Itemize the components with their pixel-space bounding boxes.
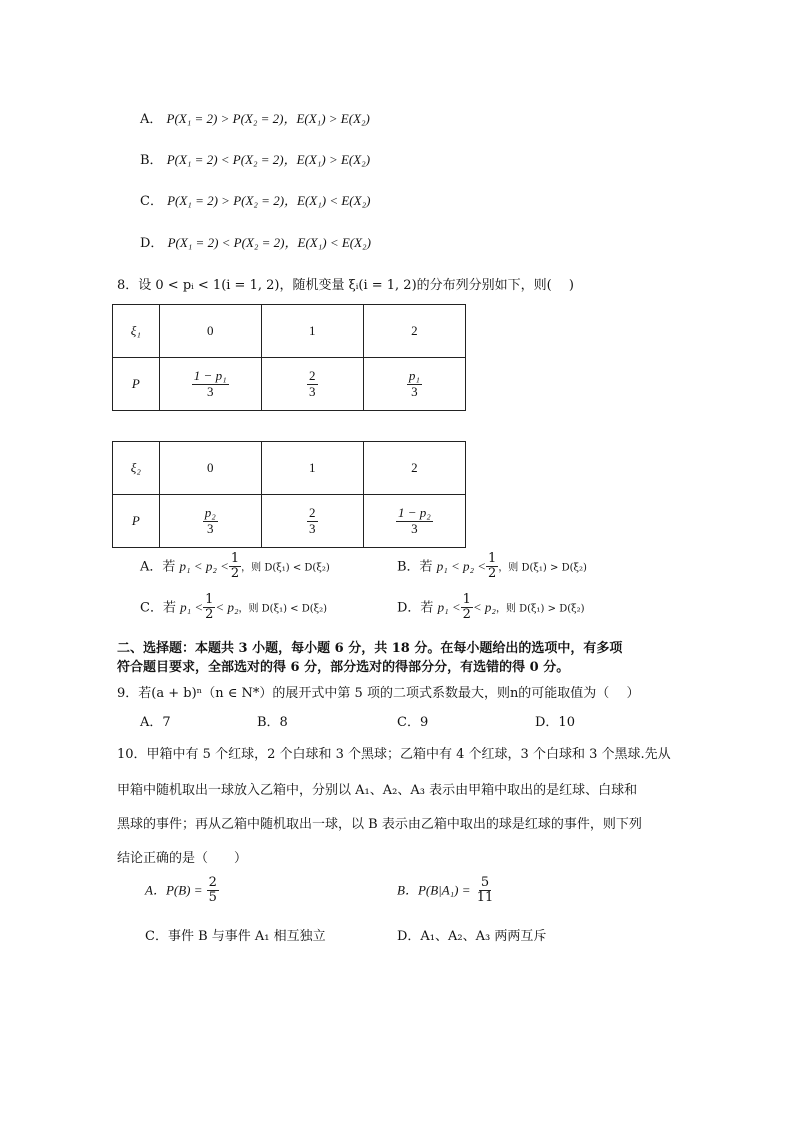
fraction-denominator: 2 <box>462 607 471 623</box>
option-condition: p₁ < p₂ < <box>436 558 487 574</box>
q9-option-b: B．8 <box>257 715 288 730</box>
fraction-denominator: 3 <box>206 520 214 536</box>
option-label: A．若 <box>140 559 180 575</box>
fraction-denominator: 3 <box>309 520 316 536</box>
table-header-cell: 2 <box>363 305 465 358</box>
fraction-numerator: 2 <box>309 505 316 521</box>
q10-option-b <box>397 876 495 906</box>
fraction-numerator: 1 − p₂ <box>398 505 431 521</box>
fraction-denominator: 3 <box>411 383 418 399</box>
table-cell <box>363 358 465 411</box>
q10-option-a <box>145 876 219 906</box>
q7-option-b <box>140 149 370 168</box>
option-text: A．P(B) = <box>145 882 203 898</box>
option-result: ，则 D(ξ₁) > D(ξ₂) <box>495 603 585 615</box>
q9-option-a: A．7 <box>140 715 171 730</box>
fraction-half <box>229 552 241 582</box>
fraction-numerator: 2 <box>309 368 316 384</box>
fraction <box>396 506 433 536</box>
fraction-numerator: 1 <box>205 592 214 607</box>
fraction-numerator: 1 <box>488 551 497 566</box>
fraction-half <box>203 593 215 623</box>
option-condition: p₁ < p₂ < <box>179 558 229 574</box>
q9-stem: 9．若(a + b)ⁿ（n ∈ N*）的展开式中第 5 项的二项式系数最大，则n的可能取值为（ ） <box>117 686 640 701</box>
option-result: ，则 D(ξ₁) > D(ξ₂) <box>498 562 587 574</box>
q10-stem-line-2: 甲箱中随机取出一球放入乙箱中，分别以 A₁、A₂、A₃ 表示由甲箱中取出的是红球、白球和 <box>117 783 638 798</box>
option-text: P(X₁ = 2) > P(X₂ = 2)，E(X₁) < E(X₂) <box>167 193 371 208</box>
fraction-denominator: 5 <box>208 890 217 906</box>
fraction-denominator: 3 <box>206 383 214 399</box>
fraction-half <box>486 552 498 582</box>
fraction-denominator: 3 <box>411 520 418 536</box>
fraction <box>307 369 318 399</box>
option-text: P(X₁ = 2) > P(X₂ = 2)，E(X₁) > E(X₂) <box>166 111 370 126</box>
table-header-cell: 1 <box>261 442 363 495</box>
fraction-numerator: 1 <box>230 551 240 566</box>
option-label: B． <box>140 153 163 168</box>
table-row-label: P <box>113 358 160 411</box>
table-row-label: P <box>113 495 160 548</box>
table-cell <box>261 358 363 411</box>
distribution-table-2 <box>112 441 466 548</box>
table-header-cell: 0 <box>159 305 261 358</box>
table-header-cell: 1 <box>261 305 363 358</box>
distribution-table-1 <box>112 304 466 411</box>
q8-option-a <box>140 552 330 582</box>
table-cell <box>159 358 261 411</box>
fraction-numerator: 5 <box>480 875 490 890</box>
option-condition-post: < p₂ <box>215 599 239 615</box>
option-condition: p₁ < <box>180 599 204 615</box>
q7-option-c <box>140 190 370 209</box>
table-header-cell: 0 <box>159 442 261 495</box>
q7-option-a <box>140 108 370 127</box>
fraction <box>407 369 422 399</box>
option-text: B．P(B|A₁) = <box>397 882 471 898</box>
fraction-denominator: 2 <box>230 566 240 582</box>
option-label: D．若 <box>397 600 438 616</box>
q8-stem: 8．设 0 < pᵢ < 1(i = 1, 2)，随机变量 ξᵢ(i = 1, 2)的分布列分别如下，则( ) <box>117 278 574 293</box>
fraction <box>192 369 229 399</box>
option-text: P(X₁ = 2) < P(X₂ = 2)，E(X₁) > E(X₂) <box>166 152 371 167</box>
table-cell <box>261 495 363 548</box>
option-condition-post: < p₂ <box>472 599 496 615</box>
fraction-numerator: 1 <box>462 592 471 607</box>
table-header-cell: ξ₂ <box>113 442 160 495</box>
fraction <box>307 506 318 536</box>
q8-option-b <box>397 552 587 582</box>
option-label: D． <box>140 236 164 251</box>
option-condition: p₁ < <box>437 599 461 615</box>
q10-option-c: C．事件 B 与事件 A₁ 相互独立 <box>145 929 326 944</box>
option-label: C．若 <box>140 600 181 616</box>
q10-stem-line-1: 10．甲箱中有 5 个红球，2 个白球和 3 个黑球；乙箱中有 4 个红球，3 个白球和 3 个黑球.先从 <box>117 747 671 762</box>
fraction-numerator: p₁ <box>408 368 420 384</box>
option-label: A． <box>140 112 163 127</box>
fraction-denominator: 2 <box>205 607 214 623</box>
q10-stem-line-3: 黑球的事件；再从乙箱中随机取出一球，以 B 表示由乙箱中取出的球是红球的事件，则下列 <box>117 817 642 832</box>
option-result: ，则 D(ξ₁) < D(ξ₂) <box>241 562 330 574</box>
fraction-denominator: 11 <box>476 890 494 906</box>
fraction-half <box>461 593 473 623</box>
fraction <box>207 876 219 906</box>
fraction-denominator: 3 <box>309 383 316 399</box>
fraction <box>203 506 218 536</box>
option-label: C． <box>140 194 163 209</box>
q10-option-d: D．A₁、A₂、A₃ 两两互斥 <box>397 929 547 944</box>
q9-option-c: C．9 <box>397 715 429 730</box>
table-header-cell: 2 <box>363 442 465 495</box>
option-text: P(X₁ = 2) < P(X₂ = 2)，E(X₁) < E(X₂) <box>167 235 371 250</box>
table-header-cell: ξ₁ <box>113 305 160 358</box>
option-result: ，则 D(ξ₁) < D(ξ₂) <box>238 603 328 615</box>
table-cell <box>159 495 261 548</box>
table-cell <box>363 495 465 548</box>
q7-option-d <box>140 232 371 251</box>
q9-option-d: D．10 <box>535 715 575 730</box>
fraction-denominator: 2 <box>488 566 497 582</box>
fraction-numerator: 2 <box>208 875 217 890</box>
q8-option-c <box>140 593 327 623</box>
section-heading-line-1: 二、选择题：本题共 3 小题，每小题 6 分，共 18 分。在每小题给出的选项中，有多项 <box>117 641 623 656</box>
section-heading-line-2: 符合题目要求，全部选对的得 6 分，部分选对的得部分分，有选错的得 0 分。 <box>117 660 570 675</box>
q8-option-d <box>397 593 585 623</box>
q10-stem-line-4: 结论正确的是（ ） <box>117 851 248 866</box>
fraction-numerator: 1 − p₁ <box>193 368 227 384</box>
fraction <box>475 876 496 906</box>
option-label: B．若 <box>397 559 437 575</box>
fraction-numerator: p₂ <box>204 505 216 521</box>
